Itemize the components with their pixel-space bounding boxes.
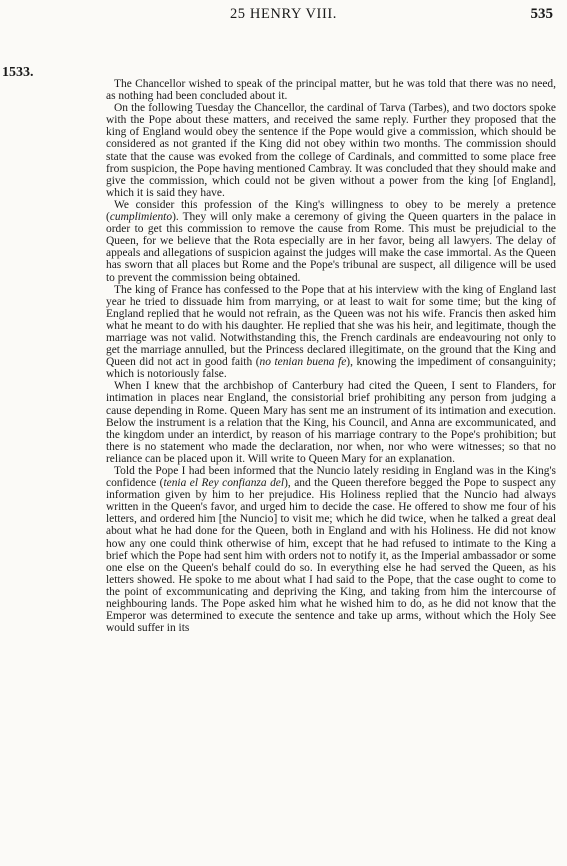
text-run: On the following Tuesday the Chancellor, the cardinal of Tarva (Tarbes), and two doctors spoke with the Pope about these matters, and received the same reply. Further they proposed that the king of England would obey the sentence if the Pope would give a commission, which should be considered as not granted if the King did not obey within two months. The commission should state that the cause was evoked from the college of Cardinals, and committed to some place free from suspicion, the Pope having mentioned Cambray. It was concluded that they should make and give the commission, which could not be given without a power from the king [of England], which it is said they have.: [106, 102, 556, 199]
paragraph: [106, 199, 556, 284]
library-stamp: [70, 560, 96, 730]
paragraph: [106, 284, 556, 381]
margin-year: 1533.: [2, 65, 34, 80]
italic-phrase: cumplimiento: [109, 211, 173, 224]
body-text: [106, 78, 556, 634]
paragraph: [106, 78, 556, 102]
text-run: ). They will only make a ceremony of giving the Queen quarters in the palace in order to get this commission to remove the cause from Rome. This must be prejudicial to the Queen, for we believe that the Rota especially are in her favor, being all lawyers. The delay of appeals and allegations of suspicion against the judges will make the case immortal. As the Queen has sworn that all places but Rome and the Pope's tribunal are suspect, all diligence will be used to prevent the commission being obtained.: [106, 211, 556, 284]
text-run: ), and the Queen therefore begged the Pope to suspect any information given by him to her prejudice. His Holiness replied that the Nuncio had always written in the Queen's favor, and urged him to decide the case. He offered to show me four of his letters, and ordered him [the Nuncio] to visit me; which he did twice, when he talked a great deal about what he had done for the Queen, both in England and with his Holiness. He did not know how any one could think otherwise of him, except that he had refused to intimate to the King a brief which the Pope had sent him with orders not to notify it, as the Imperial ambassador or some one else on the Queen's behalf could do so. In everything else he had served the Queen, as his letters showed. He spoke to me about what I had said to the Pope, that the case ought to come to the point of excommunicating and depriving the King, and taking from him the intercourse of neighbouring lands. The Pope asked him what he wished him to do, as he did not know that the Emperor was determined to execute the sentence and take up arms, without which the Holy See would suffer in its: [106, 477, 557, 635]
text-run: When I knew that the archbishop of Canterbury had cited the Queen, I sent to Flanders, for intimation in places near England, the consistorial brief prohibiting any person from judging a cause depending in Rome. Queen Mary has sent me an instrument of its intimation and execution. Below the instrument is a relation that the King, his Council, and Anna are excommunicated, and the kingdom under an interdict, by reason of his marriage contrary to the Pope's prohibition; but there is no statement who made the declaration, nor when, nor who were witnesses; so that no reliance can be placed upon it. Will write to Queen Mary for an explanation.: [106, 380, 556, 465]
italic-phrase: tenia el Rey confianza del: [163, 477, 285, 490]
text-run: We consider this profession of the King's willingness to obey to be merely a pretence (: [106, 198, 556, 224]
paragraph: [106, 102, 556, 199]
page-number: 535: [530, 6, 553, 22]
text-run: Told the Pope I had been informed that the Nuncio lately residing in England was in the King's confidence (: [106, 465, 556, 490]
page-header: [0, 0, 567, 60]
text-run: The Chancellor wished to speak of the principal matter, but he was told that there was no need, as nothing had been concluded about it.: [106, 78, 556, 103]
running-head: 25 HENRY VIII.: [229, 6, 338, 22]
paragraph: [106, 380, 556, 465]
text-run: ), knowing the impediment of consanguinity; which is notoriously false.: [106, 356, 557, 381]
paragraph: [106, 465, 556, 634]
italic-phrase: no tenian buena fe: [259, 356, 347, 369]
text-run: The king of France has confessed to the Pope that at his interview with the king of England last year he tried to dissuade him from marrying, or at least to wait for some time; but the king of England replied that he would not refrain, as the Queen was not his wife. Francis then asked him what he meant to do with his daughter. He replied that she was his heir, and legitimate, though the marriage was not valid. Notwithstanding this, the French cardinals are endeavouring not only to get the marriage annulled, but the Princess declared illegitimate, on the ground that the King and Queen did not act in good faith (: [106, 283, 556, 369]
